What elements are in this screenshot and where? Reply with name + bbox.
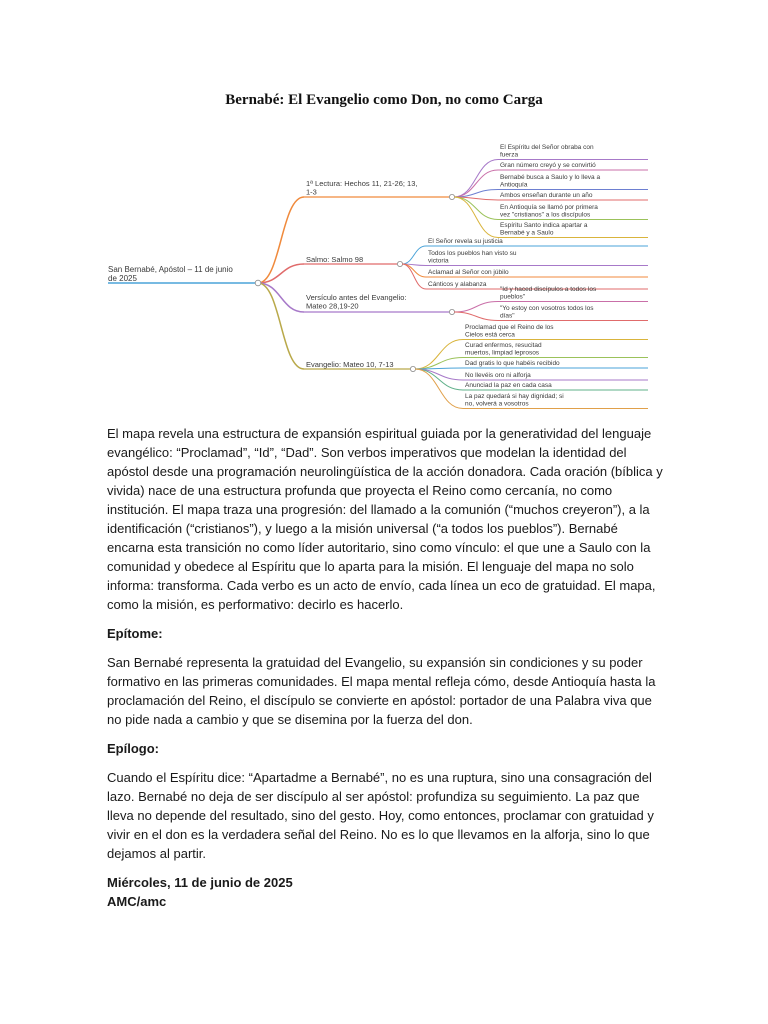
leaf-label-line: El Señor revela su justicia <box>428 238 503 245</box>
leaf-label-line: Anunciad la paz en cada casa <box>465 382 552 389</box>
document-title: Bernabé: El Evangelio como Don, no como Carga <box>225 92 543 108</box>
leaf-label-line: Gran número creyó y se convirtió <box>500 162 596 169</box>
branch-label <box>306 179 417 197</box>
leaf-label-line: "Yo estoy con vosotros todos los <box>500 305 594 312</box>
branch-label-line: Evangelio: Mateo 10, 7-13 <box>306 360 394 369</box>
branch-connector <box>258 197 304 283</box>
document-body <box>107 424 667 911</box>
leaf-label <box>428 238 503 245</box>
leaf-connector <box>454 197 498 238</box>
leaf-label <box>500 174 600 189</box>
leaf-label <box>465 372 531 379</box>
leaf-label <box>428 269 509 276</box>
leaf-label <box>500 162 596 169</box>
heading-epitome: Epítome: <box>107 626 163 641</box>
branch-label-line: Mateo 28,19-20 <box>306 301 359 311</box>
leaf-label-line: Todos los pueblos han visto su <box>428 250 517 257</box>
leaf-connector <box>415 358 463 370</box>
leaf-label <box>500 144 594 159</box>
leaf-connector <box>454 302 498 313</box>
leaf-label-line: Aclamad al Señor con júbilo <box>428 269 509 276</box>
leaf-connector <box>454 197 498 220</box>
leaf-label-line: Bernabé y a Saulo <box>500 229 554 237</box>
branch-label <box>306 360 394 369</box>
leaf-label-line: La paz quedará si hay dignidad; si <box>465 393 564 400</box>
leaf-label-line: Curad enfermos, resucitad <box>465 342 542 349</box>
leaf-label <box>465 324 554 339</box>
branch-node-dot <box>449 194 454 199</box>
document-date: Miércoles, 11 de junio de 2025 <box>107 875 293 890</box>
leaf-connector <box>402 246 426 264</box>
leaf-label-line: Proclamad que el Reino de los <box>465 324 554 331</box>
leaf-label-line: El Espíritu del Señor obraba con <box>500 144 594 151</box>
root-node-label-line: San Bernabé, Apóstol – 11 de junio <box>108 265 233 274</box>
branch-label-line: Salmo: Salmo 98 <box>306 255 364 264</box>
heading-epilogo: Epílogo: <box>107 741 159 756</box>
leaf-label <box>465 342 542 357</box>
root-node-dot <box>255 280 261 286</box>
branch-connector <box>258 283 304 369</box>
paragraph-epitome: San Bernabé representa la gratuidad del Evangelio, su expansión sin condiciones y su poder formativo en las primeras comunidades. El mapa mental refleja cómo, desde Antioquía hasta la proclamación del Reino, el discípulo se convierte en apóstol: portador de una Palabra viva que no pide nada a cambio y que se disemina por la fuerza del don. <box>107 655 656 727</box>
branch-label <box>306 255 363 264</box>
root-node-label <box>108 265 233 283</box>
leaf-label <box>428 281 487 288</box>
paragraph-epilogo: Cuando el Espíritu dice: “Apartadme a Bernabé”, no es una ruptura, sino una consagración del lazo. Bernabé no deja de ser discípulo al ser apóstol: profundiza su seguimiento. La paz que lleva no depende del resultado, sino del gesto. Hoy, como entonces, proclamar con gratuidad y vivir en el don es la verdadera señal del Reino. No es lo que llevamos en la alforja, sino lo que dejamos al partir. <box>107 770 654 861</box>
leaf-connector <box>454 160 498 198</box>
leaf-label-line: Cielos está cerca <box>465 331 515 339</box>
branch-label <box>306 293 406 311</box>
leaf-label-line: Espíritu Santo indica apartar a <box>500 222 588 229</box>
root-node-label-line: de 2025 <box>108 274 137 283</box>
leaf-connector <box>415 340 463 370</box>
leaf-label-line: victoria <box>428 257 449 265</box>
leaf-label-line: Antioquía <box>500 181 528 189</box>
leaf-label-line: En Antioquía se llamó por primera <box>500 204 598 211</box>
branch-node-dot <box>449 309 454 314</box>
branch-connector <box>258 283 304 312</box>
branch-label-line: 1ª Lectura: Hechos 11, 21-26; 13, <box>306 179 418 188</box>
leaf-label <box>465 360 560 367</box>
leaf-connector <box>454 312 498 321</box>
leaf-label-line: días" <box>500 312 515 320</box>
leaf-label-line: Dad gratis lo que habéis recibido <box>465 360 560 367</box>
leaf-label <box>500 222 588 237</box>
branch-node-dot <box>397 261 402 266</box>
paragraph-analysis: El mapa revela una estructura de expansión espiritual guiada por la generatividad del lenguaje evangélico: “Proclamad”, “Id”, “Dad”. Son verbos imperativos que modelan la identidad del apóstol desde una programación neurolingüística de la acción donadora. Cada oración (bíblica y vivida) nace de una estructura profunda que proyecta el Reino como cercanía, no como institución. El mapa traza una progresión: del llamado a la comunión (“muchos creyeron”), a la identificación (“cristianos”), y luego a la misión universal (“a todos los pueblos”). Bernabé encarna esta transición no como líder autoritario, sino como vínculo: el que une a Saulo con la comunidad y obedece al Espíritu que lo aparta para la misión. El lenguaje del mapa no solo informa: transforma. Cada verbo es un acto de envío, cada línea un eco de gratuidad. El mapa, como la misión, es performativo: decirlo es hacerlo. <box>107 426 663 612</box>
mind-map <box>0 0 768 420</box>
branch-label-line: 1-3 <box>306 187 317 197</box>
leaf-label-line: Bernabé busca a Saulo y lo lleva a <box>500 174 601 181</box>
leaf-connector <box>402 264 426 277</box>
leaf-label <box>500 305 594 320</box>
leaf-label <box>465 382 552 389</box>
leaf-label-line: vez "cristianos" a los discípulos <box>500 211 591 219</box>
leaf-label <box>465 393 564 408</box>
leaf-label-line: no, volverá a vosotros <box>465 400 529 408</box>
leaf-label-line: Ambos enseñan durante un año <box>500 192 593 199</box>
leaf-label <box>500 286 597 301</box>
branch-label-line: Versículo antes del Evangelio: <box>306 293 407 302</box>
leaf-label <box>500 192 593 199</box>
leaf-label-line: "Id y haced discípulos a todos los <box>500 286 597 293</box>
signature: AMC/amc <box>107 894 167 909</box>
leaf-label-line: fuerza <box>500 151 519 159</box>
leaf-label <box>500 204 598 219</box>
leaf-label-line: muertos, limpiad leprosos <box>465 349 540 357</box>
leaf-label <box>428 250 517 265</box>
leaf-label-line: No llevéis oro ni alforja <box>465 372 531 379</box>
leaf-label-line: Cánticos y alabanza <box>428 281 487 288</box>
branch-node-dot <box>410 366 415 371</box>
leaf-label-line: pueblos" <box>500 293 526 301</box>
